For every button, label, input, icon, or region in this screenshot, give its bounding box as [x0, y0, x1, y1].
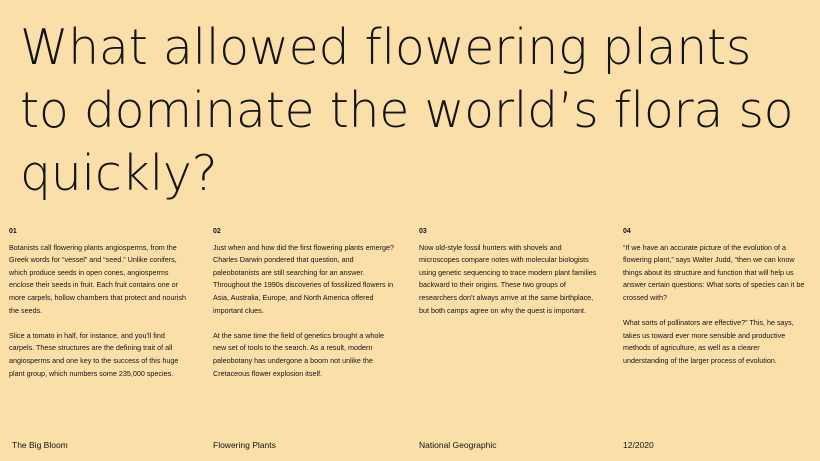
column-paragraph: What sorts of pollinators are effective?” This, he says, takes us toward ever more sensible and productive methods of agriculture, as well as a clearer understanding of the larger process of evolution.	[623, 318, 794, 365]
column-number: 02	[213, 228, 221, 235]
article-column-1	[9, 226, 191, 393]
footer-topic: Flowering Plants	[213, 440, 276, 450]
column-paragraph: At the same time the field of genetics brought a whole new set of tools to the search. As a result, modern paleobotany has undergone a boom not unlike the Cretaceous flower explosion itself.	[213, 330, 385, 378]
footer-title: The Big Bloom	[12, 440, 68, 450]
column-number: 03	[419, 228, 427, 235]
footer-publication: National Geographic	[419, 440, 497, 450]
article-column-2	[213, 226, 395, 393]
article-column-3	[419, 226, 601, 330]
column-paragraph: Now old-style fossil hunters with shovels and microscopes compare notes with molecular biologists using genetic sequencing to trace modern plant families backward to their origins. These two groups of researchers don’t always arrive at the same birthplace, but both camps agree on why the quest is important.	[419, 242, 597, 315]
column-paragraph: “If we have an accurate picture of the evolution of a flowering plant,” says Walter Judd, “then we can know things about its structure and function that will help us answer certain questions: What sorts of species can it be crossed with?	[623, 242, 805, 302]
headline: What allowed flowering plants to dominate the world’s flora so quickly?	[20, 19, 794, 202]
column-paragraph: Slice a tomato in half, for instance, and you’ll find carpels. These structures are the defining trait of all angiosperms and one key to the success of this huge plant group, which numbers some 235,000 species.	[9, 330, 179, 378]
column-number: 01	[9, 228, 17, 235]
column-number: 04	[623, 228, 631, 235]
column-paragraph: Just when and how did the first flowering plants emerge? Charles Darwin pondered that question, and paleobotanists are still searching for an answer. Throughout the 1990s discoveries of fossilized flowers in Asia, Australia, Europe, and North America offered important clues.	[213, 242, 394, 315]
column-paragraph: Botanists call flowering plants angiosperms, from the Greek words for “vessel” and “seed.” Unlike conifers, which produce seeds in open cones, angiosperms enclose their seeds in fruit. Each fruit contains one or more carpels, hollow chambers that protect and nourish the seeds.	[9, 242, 186, 315]
article-column-4	[623, 226, 805, 380]
footer-date: 12/2020	[623, 440, 654, 450]
